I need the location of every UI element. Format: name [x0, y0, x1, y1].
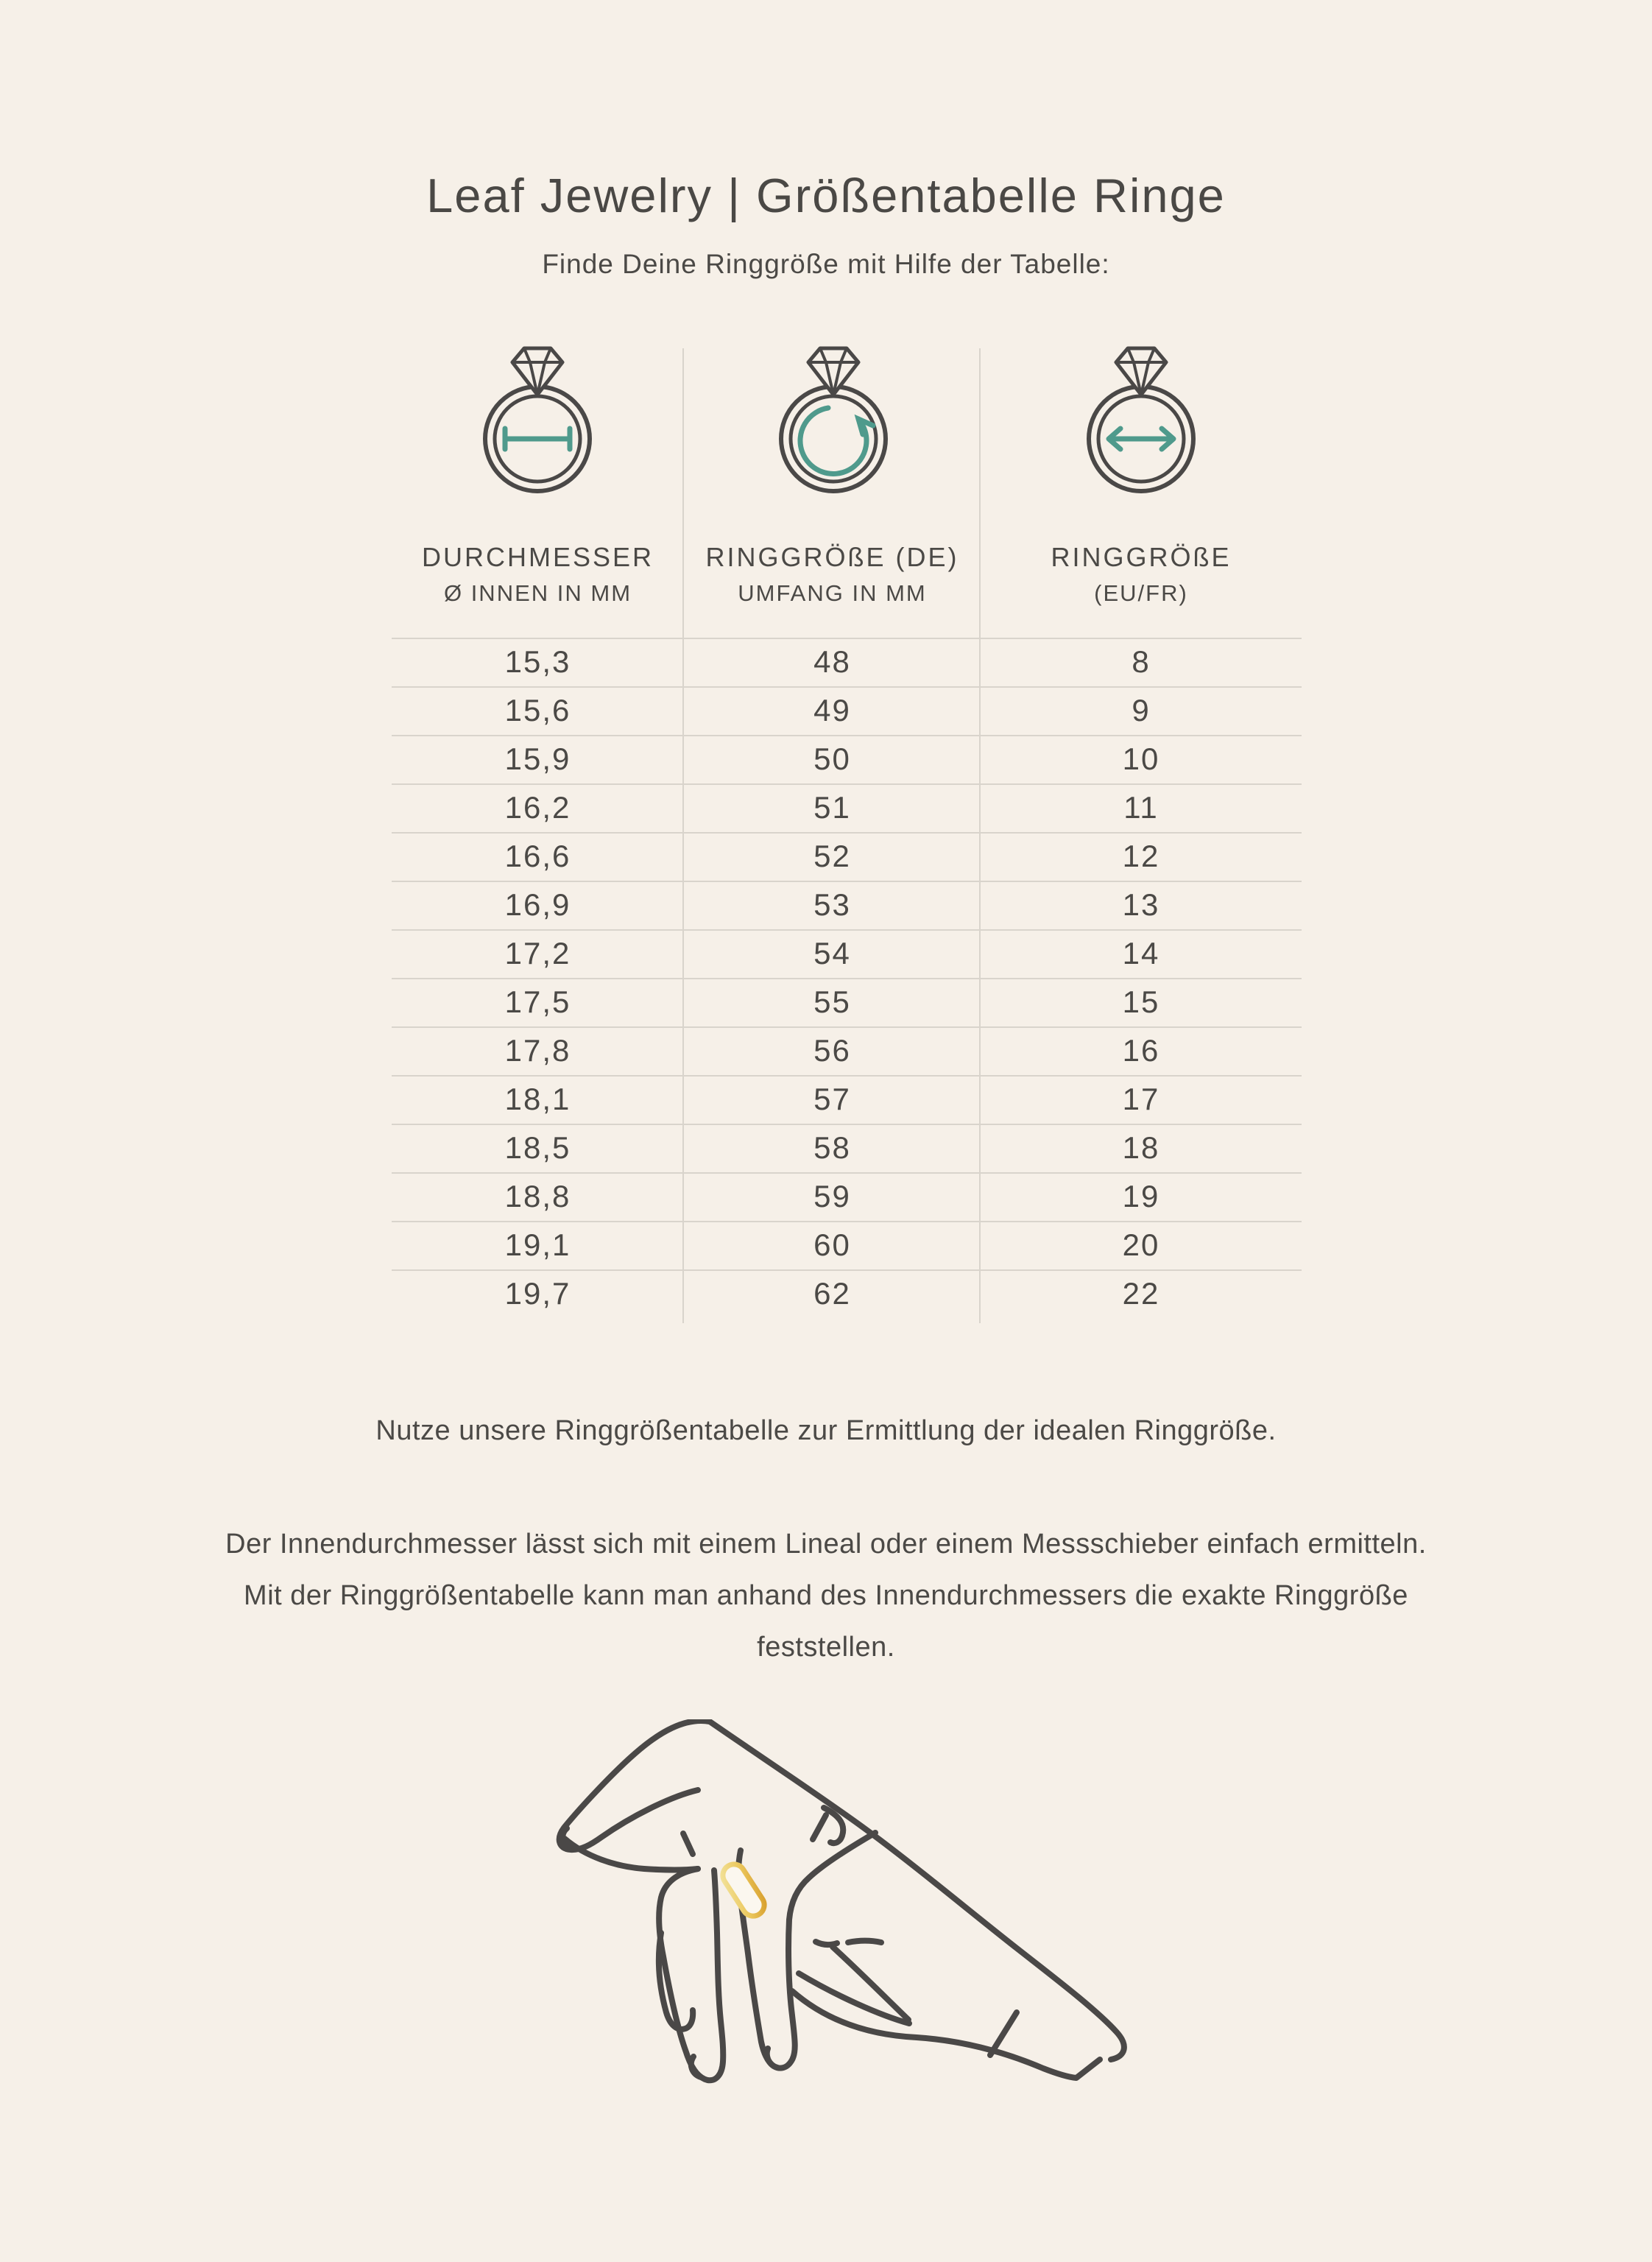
page-subtitle: Finde Deine Ringgröße mit Hilfe der Tabelle: [542, 249, 1110, 279]
table-row [392, 1075, 1302, 1124]
column-label: RINGGRÖßE [1051, 542, 1232, 572]
ring-width-arrow-icon [1067, 342, 1215, 498]
table-cell: 12 [1122, 839, 1160, 873]
table-cell: 17,5 [504, 984, 571, 1019]
table-cell: 62 [813, 1276, 851, 1311]
table-cell: 13 [1122, 887, 1160, 922]
table-cell: 58 [813, 1130, 851, 1165]
column-sublabel: Ø INNEN IN MM [443, 580, 632, 606]
table-cell: 16,9 [504, 887, 571, 922]
column-header-durchmesser [392, 542, 684, 607]
column-sublabel: UMFANG IN MM [738, 580, 927, 606]
gold-ring [719, 1860, 769, 1920]
table-cell: 20 [1122, 1227, 1160, 1262]
table-cell: 59 [813, 1179, 851, 1213]
table-cell: 18,1 [504, 1082, 571, 1116]
table-row [392, 881, 1302, 929]
table-cell: 55 [813, 984, 851, 1019]
table-cell: 18,5 [504, 1130, 571, 1165]
column-label: RINGGRÖßE (DE) [705, 542, 959, 572]
table-cell: 17,2 [504, 936, 571, 970]
table-cell: 60 [813, 1227, 851, 1262]
hand-illustration [548, 1719, 1137, 2117]
table-row [392, 783, 1302, 832]
table-cell: 17 [1122, 1082, 1160, 1116]
note-line: feststellen. [757, 1632, 895, 1663]
table-cell: 52 [813, 839, 851, 873]
table-row [392, 1026, 1302, 1075]
table-cell: 48 [813, 644, 851, 679]
table-cell: 49 [813, 693, 851, 727]
ring-diameter-icon [464, 342, 611, 498]
table-cell: 51 [813, 790, 851, 825]
table-row [392, 686, 1302, 735]
table-cell: 18 [1122, 1130, 1160, 1165]
column-header-ringgroesse-eufr [981, 542, 1302, 607]
table-cell: 19 [1122, 1179, 1160, 1213]
table-cell: 54 [813, 936, 851, 970]
column-sublabel: (EU/FR) [1094, 580, 1188, 606]
table-row [392, 638, 1302, 686]
column-label: DURCHMESSER [421, 542, 654, 572]
table-cell: 16,2 [504, 790, 571, 825]
table-cell: 17,8 [504, 1033, 571, 1068]
table-cell: 10 [1122, 741, 1160, 776]
column-header-ringgroesse-de [684, 542, 981, 607]
table-row [392, 1172, 1302, 1221]
table-cell: 16 [1122, 1033, 1160, 1068]
table-cell: 15 [1122, 984, 1160, 1019]
table-row [392, 1124, 1302, 1172]
page-title: Leaf Jewelry | Größentabelle Ringe [426, 169, 1226, 222]
table-row [392, 832, 1302, 881]
table-cell: 56 [813, 1033, 851, 1068]
table-cell: 16,6 [504, 839, 571, 873]
table-cell: 9 [1132, 693, 1151, 727]
table-cell: 11 [1123, 790, 1159, 825]
hand-outline [560, 1721, 1124, 2080]
table-row [392, 1269, 1302, 1318]
table-row [392, 735, 1302, 783]
table-cell: 15,9 [504, 741, 571, 776]
table-row [392, 1221, 1302, 1269]
note-paragraph [0, 1518, 1652, 1673]
table-cell: 57 [813, 1082, 851, 1116]
table-cell: 19,7 [504, 1276, 571, 1311]
note-line: Mit der Ringgrößentabelle kann man anhand des Innendurchmessers die exakte Ringgröße [244, 1580, 1408, 1611]
table-cell: 22 [1122, 1276, 1160, 1311]
table-cell: 53 [813, 887, 851, 922]
table-cell: 50 [813, 741, 851, 776]
table-cell: 15,3 [504, 644, 571, 679]
table-row [392, 978, 1302, 1026]
table-cell: 14 [1122, 936, 1160, 970]
ring-circumference-icon [760, 342, 907, 498]
table-cell: 19,1 [504, 1227, 571, 1262]
table-row [392, 929, 1302, 978]
table-cell: 15,6 [504, 693, 571, 727]
size-table [392, 348, 1302, 1323]
note-line: Der Innendurchmesser lässt sich mit einem Lineal oder einem Messschieber einfach ermitteln. [225, 1529, 1427, 1560]
note-intro: Nutze unsere Ringgrößentabelle zur Ermittlung der idealen Ringgröße. [375, 1415, 1277, 1446]
table-cell: 8 [1132, 644, 1151, 679]
table-cell: 18,8 [504, 1179, 571, 1213]
